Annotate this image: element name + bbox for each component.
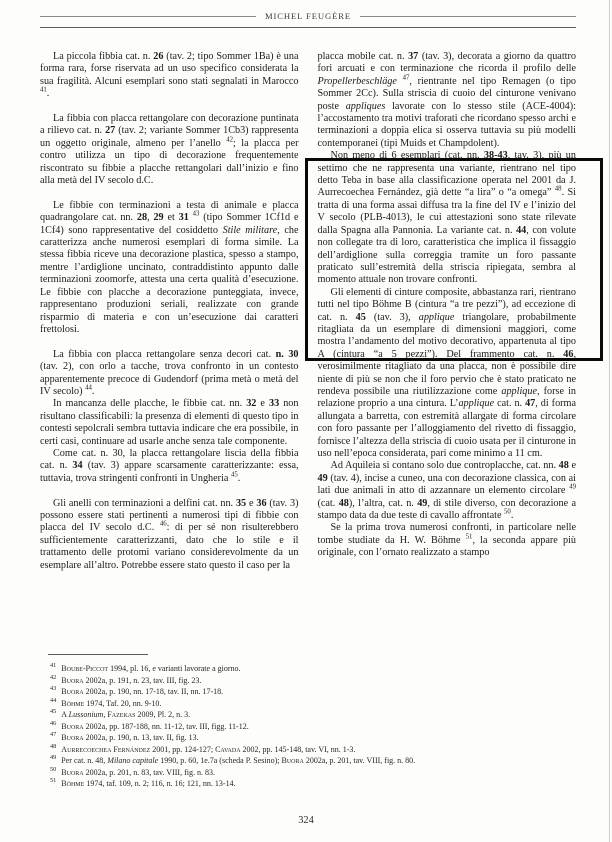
footnote-text: Buora 2002a, p. 190, nn. 17-18, tav. II, nn. 17-18. (61, 687, 224, 696)
paragraph: Le fibbie con terminazioni a testa di animale e placca quadrangolare cat. nn. 28, 29 et 31 $^{43}$ (tipo Sommer 1Cf1d e 1Cf4) sono rappresentative del cosiddetto Stile militare, che caratterizza anche numerosi esemplari di forma simile. La stessa fibbia riceve una decorazione plastica, spesso a stampo, mentre l’ardiglione uncinato, contraddistinto appunto dalle terminazioni zoomorfe, attesta una certa qualità d’esecuzione. Le fibbie con placche a decorazione punteggiata, invece, rappresentano produzioni seriali, realizzate con grande risparmio di materia e con un’esecuzione dai caratteri frettolosi. (40, 199, 299, 335)
footnotes-section (40, 654, 576, 790)
footnote-list (40, 663, 576, 790)
paragraph: Se la prima trova numerosi confronti, in particolare nelle tombe studiate da H. W. Böhme $^{51}$, la seconda appare più originale, con l’ornato realizzato a stampo (317, 522, 577, 559)
footnote-number: 50 (50, 765, 57, 773)
footnote-number: 47 (50, 731, 57, 739)
footnote-number: 51 (50, 777, 57, 785)
footnote-number: 41 (50, 662, 57, 670)
footnote-text: Buora 2002a, p. 190, n. 13, tav. II, fig. 13. (61, 733, 199, 742)
footnote-number: 46 (50, 719, 57, 727)
footnote (40, 663, 576, 675)
header-rule-left (40, 16, 256, 17)
footnote-ref: 50 (504, 508, 511, 516)
footnote-separator (48, 654, 148, 655)
footnote-ref: 42 (226, 136, 233, 144)
annotation-highlight-box (305, 158, 603, 361)
footnote (40, 675, 576, 687)
footnote (40, 709, 576, 721)
footnote (40, 698, 576, 710)
footnote (40, 744, 576, 756)
footnote (40, 721, 576, 733)
paragraph: Non meno di 6 esemplari (cat. nn. 38-43, tav. 3), più un settimo che ne rappresenta una variante, rientrano nel tipo detto Teba in base alla classificazione operata nel 2001 da J. Aurrecoechea Fernández, già dette “a lira” o “a omega” $^{48}$. Si tratta di una forma assai diffusa tra la fine del IV e l’inizio del V secolo (PLB-4013), le cui attestazioni sono state rilevate dalla Spagna alla Pannonia. La variante cat. n. 44, con volute non collegate tra di loro, caratteristica che implica il fissaggio dell’ardiglione sulla correggia tramite un foro passante praticato sull’estremità della striscia ripiegata, sembra al momento attuale non trovare confronti. (317, 150, 576, 286)
paragraph: Ad Aquileia si contano solo due controplacche, cat. nn. 48 e 49 (tav. 4), incise a cuneo, una con decorazione classica, con ai lati due animali in atto di azzannare un elemento circolare $^{49}$ (cat. 48), l’altra, cat. n. 49, di stile diverso, con decorazione a stampo data da due teste di cavallo affrontate $^{50}$. (317, 460, 576, 522)
running-header (40, 11, 576, 21)
paragraph: placca mobile cat. n. 37 (tav. 3), decorata a giorno da quattro fori arcuati e con terminazione che ricorda il profilo delle Propellerbeschläge $^{47}$, rientrante nel tipo Remagen (o tipo Sommer 2Cc). Sulla striscia di cuoio del cinturone venivano poste appliques lavorate con lo stesso stile (ACE-4004): l’accostamento tra motivi traforati che ricordano spesso archi e terminazioni a doppia elica si osserva tuttavia su più modelli contemporanei (tipi Muids et Champdolent). (317, 51, 577, 149)
footnote-text: Per cat. n. 48, Milano capitale 1990, p. 60, 1e.7a (scheda P. Sesino); Buora 2002a, p. 201, tav. VIII, fig. n. 80. (61, 756, 416, 765)
footnote-text: Böhme 1974, taf. 109, n. 2; 116, n. 16; 121, nn. 13-14. (61, 779, 236, 788)
paragraph: In mancanza delle placche, le fibbie cat. nn. 32 e 33 non risultano classificabili: la presenza di elementi di questo tipo in contesti sepolcrali sembra tuttavia indicare che era possibile, in certi casi, continuare ad usarle anche senza tale componente. (40, 398, 299, 447)
footnote (40, 778, 576, 790)
footnote-number: 42 (50, 673, 57, 681)
footnote-ref: 48 (554, 186, 562, 194)
footnote (40, 755, 576, 767)
paragraph: La fibbia con placca rettangolare con decorazione puntinata a rilievo cat. n. 27 (tav. 2; variante Sommer 1Cb3) rappresenta un oggetto originale, almeno per l’anello $^{42}$; la placca per contro utilizza un tipo di decorazione frequentemente riscontrato su fibbie a placche rettangolari dall’inizio e fino alla metà del IV secolo d.C. (40, 113, 299, 187)
footnote-ref: 49 (569, 483, 576, 491)
footnote-number: 43 (50, 685, 57, 693)
paragraph: La piccola fibbia cat. n. 26 (tav. 2; tipo Sommer 1Ba) è una forma rara, forse riservata ad un uso specifico considerata la sua fragilità. Alcuni esemplari sono stati segnalati in Marocco $^{41}$. (40, 51, 299, 100)
footnote-text: Buora 2002a, pp. 187-188, nn. 11-12, tav. III, figg. 11-12. (61, 721, 249, 731)
footnote (40, 686, 576, 698)
footnote-ref: 51 (465, 533, 473, 541)
footnote-ref: 47 (402, 74, 410, 82)
footnote-text: Boube-Piccot 1994, pl. 16, e varianti lavorate a giorno. (61, 664, 241, 673)
footnote-text: Buora 2002a, p. 201, n. 83, tav. VIII, fig. n. 83. (61, 767, 215, 777)
left-column (40, 51, 299, 572)
paragraph: Gli anelli con terminazioni a delfini cat. nn. 35 e 36 (tav. 3) possono essere stati pertinenti a numerosi tipi di fibbie con placca del IV secolo d.C. $^{46}$: di per sé non risulterebbero sufficientemente caratterizzanti, dato che lo stile e il trattamento delle protomi variano considerevolmente da un esemplare all’altro. Potrebbe essere stato questo il caso per la (40, 497, 299, 571)
footnote-number: 48 (50, 742, 57, 750)
paragraph: Gli elementi di cinture composite, abbastanza rari, rientrano tutti nel tipo Böhme B (cintura “a tre pezzi”), ad eccezione di cat. n. 45 (tav. 3), applique triangolare, probabilmente ritagliata da un esemplare di dimensioni maggiori, come mostra l’andamento del motivo decorativo, appartenuta al tipo A (cintura “a 5 pezzi”). Del frammento cat. n. 46, verosimilmente ritagliato da una placca, non è possibile dire niente di più se non che il foro pervio che è stato praticato ne rendeva possibile una riutilizzazione come applique, forse in relazione proprio a una cintura. L’applique cat. n. 47, di forma allungata a barretta, con estremità allargate di forma circolare con foro passante per l’alloggiamento del rivetto di fissaggio, fornisce l’altezza della striscia di cuoio usata per il cinturone in uso nell’epoca considerata, pari come minimo a 11 cm. (317, 286, 577, 459)
paragraph: Come cat. n. 30, la placca rettangolare liscia della fibbia cat. n. 34 (tav. 3) appare scarsamente caratterizzante: essa, tuttavia, trova stringenti confronti in Ungheria $^{45}$. (40, 447, 299, 484)
footnote-number: 44 (50, 696, 57, 704)
footnote-text: Buora 2002a, p. 191, n. 23, tav. III, fig. 23. (61, 675, 202, 685)
footnote-ref: 46 (159, 520, 167, 528)
footnote-ref: 43 (192, 210, 200, 218)
footnote-text: A Lussonium, Fazekas 2009, Pl. 2, n. 3. (61, 710, 191, 719)
header-rule-full (40, 27, 576, 28)
footnote-text: Böhme 1974, Taf. 20, nn. 9-10. (61, 698, 162, 708)
footnote-ref: 41 (40, 86, 47, 94)
footnote-text: Aurrecoechea Fernández 2001, pp. 124-127; Cavada 2002, pp. 145-148, tav. VI, nn. 1-3. (61, 744, 356, 754)
footnote-number: 49 (50, 754, 57, 762)
running-title: MICHEL FEUGÈRE (264, 11, 352, 21)
page-edge-line (609, 0, 610, 842)
footnote-number: 45 (50, 708, 57, 716)
header-rule-right (360, 16, 576, 17)
footnote (40, 767, 576, 779)
paragraph: La fibbia con placca rettangolare senza decori cat. n. 30 (tav. 2), con orlo a tacche, trova confronto in un contesto apparentemente precoce di Gudendorf (prima metà o metà del IV secolo) $^{44}$. (40, 348, 299, 397)
footnote (40, 732, 576, 744)
footnote-ref: 44 (85, 384, 92, 392)
page-number: 324 (298, 815, 314, 826)
footnote-ref: 45 (230, 471, 238, 479)
